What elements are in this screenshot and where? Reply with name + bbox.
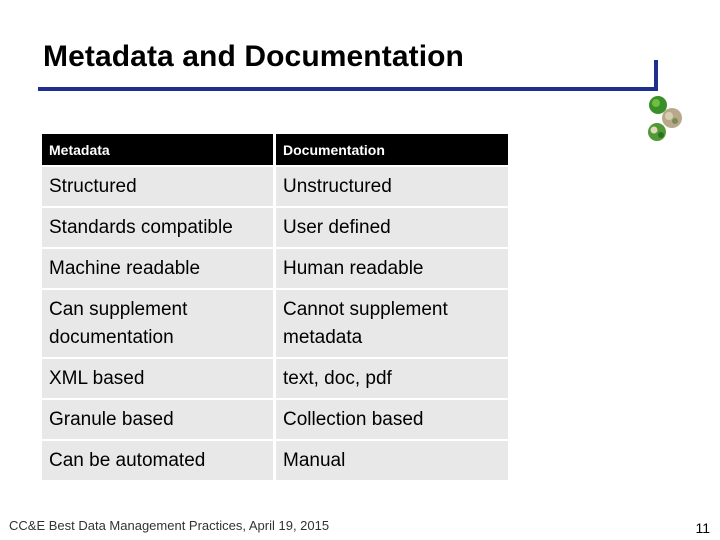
table-cell: User defined — [276, 208, 508, 247]
table-cell: Structured — [42, 167, 273, 206]
table-cell: Can supplement documentation — [42, 290, 273, 357]
table-cell: Collection based — [276, 400, 508, 439]
earth-imagery-logo — [640, 92, 690, 146]
column-header-documentation: Documentation — [276, 134, 508, 165]
table-cell: Human readable — [276, 249, 508, 288]
table-cell: Manual — [276, 441, 508, 480]
table-header-row — [42, 134, 508, 165]
table-cell: Machine readable — [42, 249, 273, 288]
table-cell: Standards compatible — [42, 208, 273, 247]
table-row — [42, 249, 508, 288]
table-row — [42, 208, 508, 247]
table-row — [42, 400, 508, 439]
table-cell: Can be automated — [42, 441, 273, 480]
slide-title: Metadata and Documentation — [43, 40, 464, 73]
table-cell: XML based — [42, 359, 273, 398]
title-underline — [38, 87, 656, 91]
column-header-metadata: Metadata — [42, 134, 273, 165]
table-row — [42, 441, 508, 480]
table-row — [42, 290, 508, 357]
title-vertical-rule — [654, 60, 658, 91]
table-cell: Unstructured — [276, 167, 508, 206]
table-cell: text, doc, pdf — [276, 359, 508, 398]
comparison-table — [39, 132, 511, 482]
page-number: 11 — [695, 520, 710, 536]
table-cell: Granule based — [42, 400, 273, 439]
table-row — [42, 167, 508, 206]
slide-footer: CC&E Best Data Management Practices, April 19, 2015 — [9, 518, 330, 533]
table-row — [42, 359, 508, 398]
table-cell: Cannot supplement metadata — [276, 290, 508, 357]
